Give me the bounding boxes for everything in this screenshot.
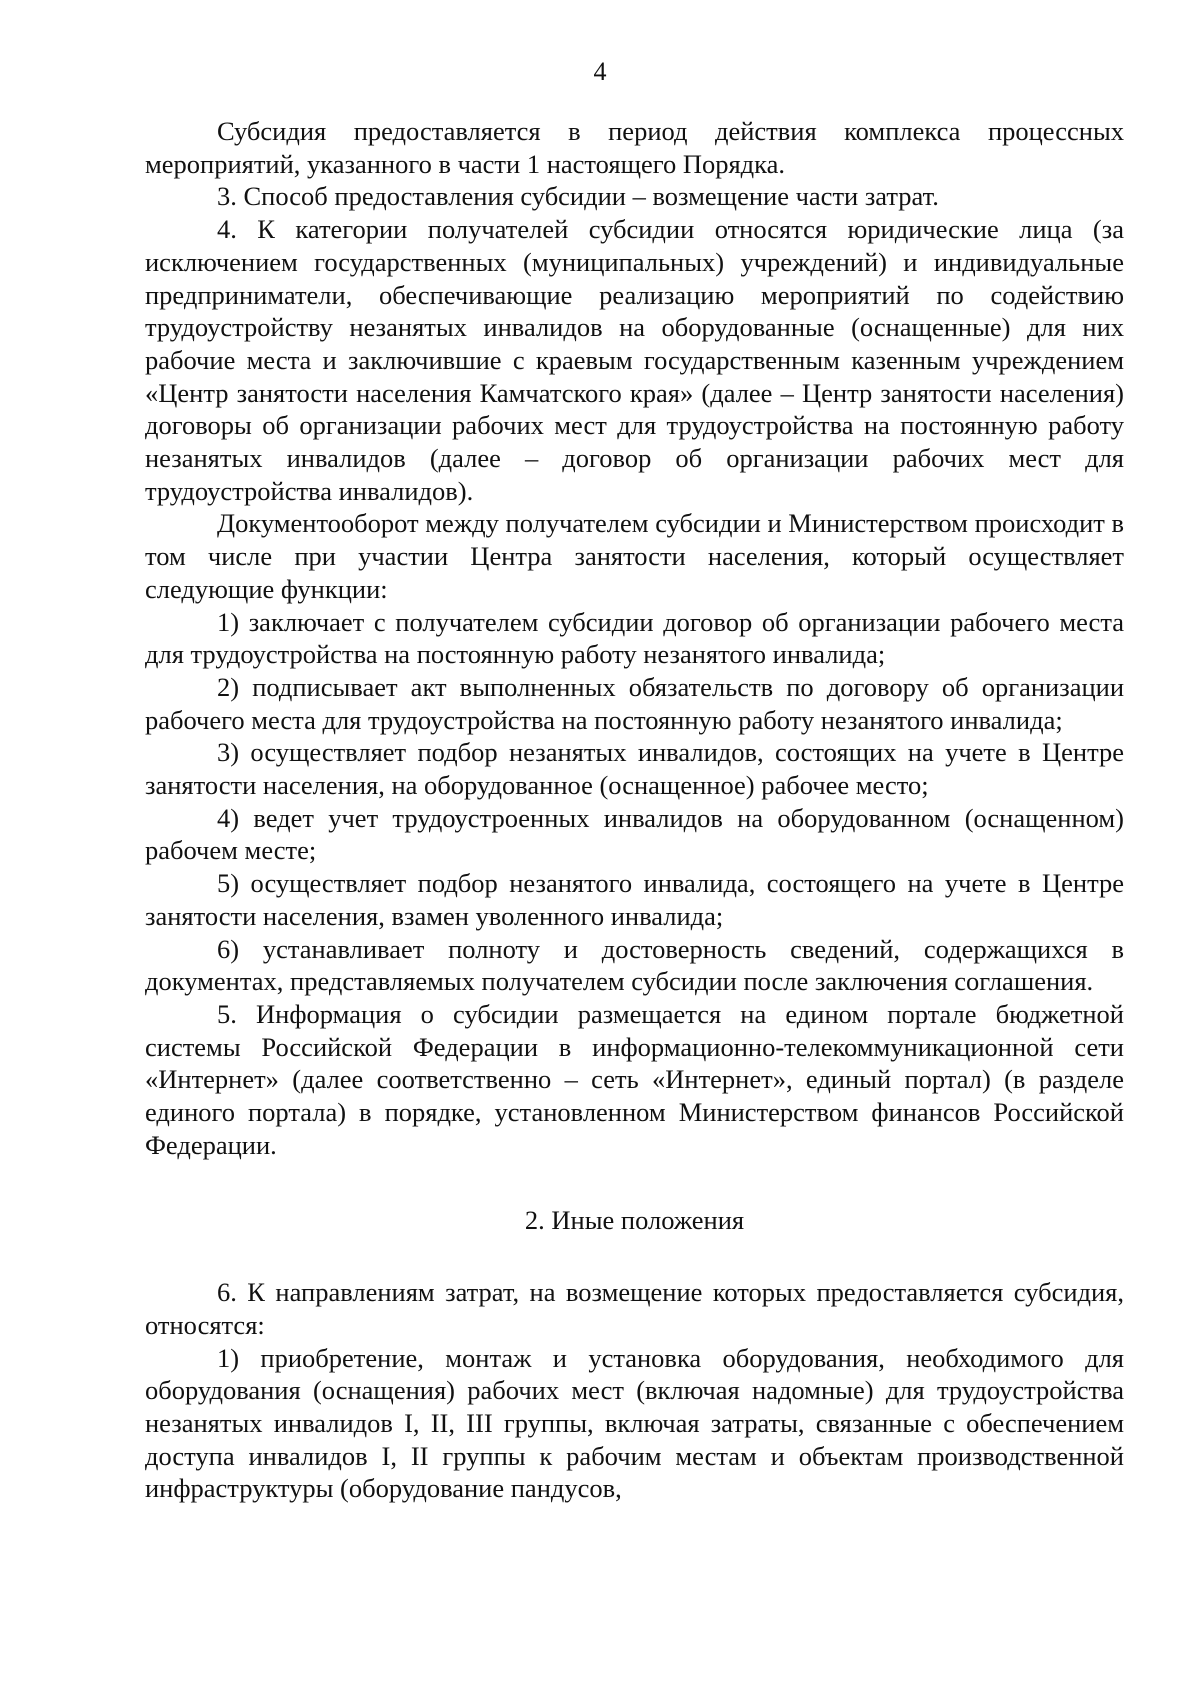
page-number: 4 <box>593 57 607 86</box>
paragraph-function-2: 2) подписывает акт выполненных обязательств по договору об организации рабочего места для трудоустройства на постоянную работу незанятого инвалида; <box>145 671 1124 735</box>
paragraph-item-5: 5. Информация о субсидии размещается на едином портале бюджетной системы Российской Федерации в информационно-телекоммуникационной сети «Интернет» (далее соответственно – сеть «Интернет», единый портал) (в разделе единого портала) в порядке, установленном Министерством финансов Российской Федерации. <box>145 998 1124 1160</box>
paragraph-function-4: 4) ведет учет трудоустроенных инвалидов на оборудованном (оснащенном) рабочем месте; <box>145 802 1124 866</box>
paragraph-function-3: 3) осуществляет подбор незанятых инвалидов, состоящих на учете в Центре занятости населения, на оборудованное (оснащенное) рабочее место; <box>145 737 1124 801</box>
paragraph-cost-1: 1) приобретение, монтаж и установка оборудования, необходимого для оборудования (оснащения) рабочих мест (включая надомные) для трудоустройства незанятых инвалидов I, II, III группы, включая затраты, связанные с обеспечением доступа инвалидов I, II группы к рабочим местам и объектам производственной инфраструктуры (оборудование пандусов, <box>145 1342 1124 1504</box>
paragraph-item-3: 3. Способ предоставления субсидии – возмещение части затрат. <box>217 181 939 212</box>
section-heading: 2. Иные положения <box>524 1204 745 1235</box>
paragraph-subsidy-period: Субсидия предоставляется в период действия комплекса процессных мероприятий, указанного в части 1 настоящего Порядка. <box>145 116 1124 179</box>
paragraph-function-5: 5) осуществляет подбор незанятого инвалида, состоящего на учете в Центре занятости населения, взамен уволенного инвалида; <box>145 868 1124 931</box>
document-body <box>145 115 1124 1505</box>
paragraph-item-4: 4. К категории получателей субсидии относятся юридические лица (за исключением государственных (муниципальных) учреждений) и индивидуальные предприниматели, обеспечивающие реализацию мероприятий по содействию трудоустройству незанятых инвалидов на оборудованные (оснащенные) для них рабочие места и заключившие с краевым государственным казенным учреждением «Центр занятости населения Камчатского края» (далее – Центр занятости населения) договоры об организации рабочих мест для трудоустройства на постоянную работу незанятых инвалидов (далее – договор об организации рабочих мест для трудоустройства инвалидов). <box>145 214 1124 506</box>
paragraph-document-flow: Документооборот между получателем субсидии и Министерством происходит в том числе при участии Центра занятости населения, который осуществляет следующие функции: <box>145 508 1124 604</box>
paragraph-function-1: 1) заключает с получателем субсидии договор об организации рабочего места для трудоустройства на постоянную работу незанятого инвалида; <box>145 606 1124 670</box>
paragraph-item-6: 6. К направлениям затрат, на возмещение которых предоставляется субсидия, относятся: <box>145 1277 1124 1340</box>
paragraph-function-6: 6) устанавливает полноту и достоверность сведений, содержащихся в документах, представляемых получателем субсидии после заключения соглашения. <box>145 933 1124 997</box>
